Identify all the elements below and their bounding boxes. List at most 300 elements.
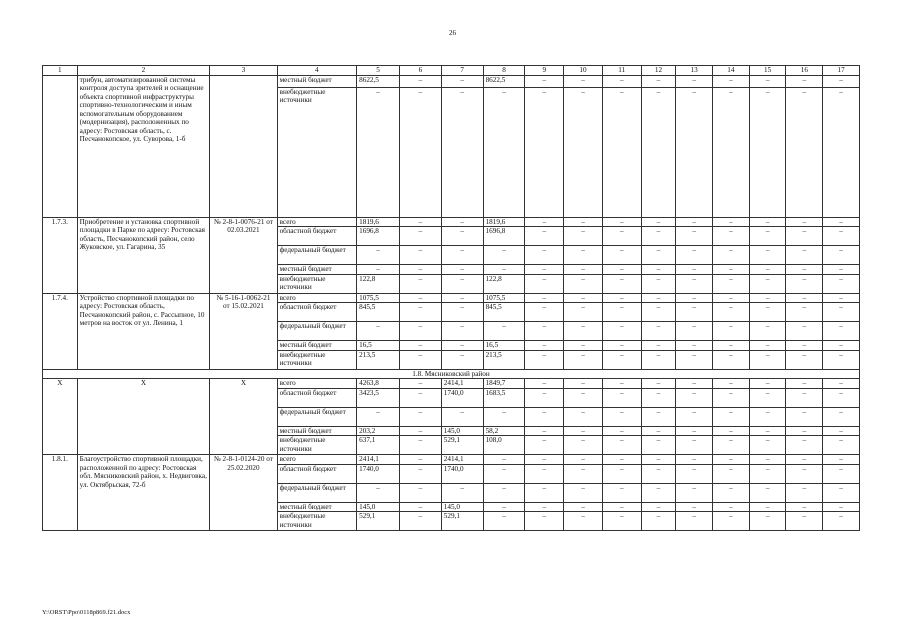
column-number-header: 17 <box>823 66 860 76</box>
dash-cell: – <box>525 322 564 341</box>
dash-cell: – <box>749 388 786 407</box>
amount-cell: 213,5 <box>357 350 400 369</box>
dash-cell: – <box>713 379 750 389</box>
column-number-header: 2 <box>77 66 210 76</box>
dash-cell: – <box>641 87 676 217</box>
table-body <box>43 66 860 531</box>
dash-cell: – <box>676 246 713 265</box>
funding-source-cell: внебюджетные источники <box>277 350 357 369</box>
amount-cell: 145,0 <box>441 426 483 436</box>
dash-cell: – <box>357 407 400 426</box>
dash-cell: – <box>786 274 823 293</box>
dash-cell: – <box>641 512 676 531</box>
column-number-header: 9 <box>525 66 564 76</box>
dash-cell: – <box>564 75 603 87</box>
dash-cell: – <box>676 407 713 426</box>
amount-cell: 1696,8 <box>483 227 525 246</box>
dash-cell: – <box>823 341 860 351</box>
dash-cell: – <box>676 350 713 369</box>
dash-cell: – <box>525 87 564 217</box>
dash-cell: – <box>441 341 483 351</box>
dash-cell: – <box>749 464 786 483</box>
amount-cell: 2414,1 <box>357 455 400 465</box>
dash-cell: – <box>399 407 441 426</box>
table-row <box>43 379 860 389</box>
dash-cell: – <box>564 293 603 303</box>
dash-cell: – <box>399 274 441 293</box>
dash-cell: – <box>483 512 525 531</box>
amount-cell: 2414,1 <box>441 379 483 389</box>
funding-source-cell: внебюджетные источники <box>277 274 357 293</box>
dash-cell: – <box>525 75 564 87</box>
dash-cell: – <box>602 502 641 512</box>
dash-cell: – <box>676 87 713 217</box>
dash-cell: – <box>676 455 713 465</box>
dash-cell: – <box>641 303 676 322</box>
dash-cell: – <box>786 217 823 227</box>
dash-cell: – <box>564 436 603 455</box>
dash-cell: – <box>749 379 786 389</box>
dash-cell: – <box>786 464 823 483</box>
dash-cell: – <box>564 274 603 293</box>
dash-cell: – <box>713 502 750 512</box>
dash-cell: – <box>713 350 750 369</box>
amount-cell: 8622,5 <box>357 75 400 87</box>
dash-cell: – <box>441 322 483 341</box>
column-number-header: 8 <box>483 66 525 76</box>
dash-cell: – <box>564 455 603 465</box>
dash-cell: – <box>786 265 823 275</box>
dash-cell: – <box>441 407 483 426</box>
section-title: 1.8. Мясниковский район <box>43 369 860 379</box>
dash-cell: – <box>602 464 641 483</box>
funding-source-cell: местный бюджет <box>277 502 357 512</box>
column-number-header: 1 <box>43 66 78 76</box>
funding-source-cell: местный бюджет <box>277 265 357 275</box>
item-number-cell: 1.7.3. <box>43 217 78 293</box>
funding-source-cell: областной бюджет <box>277 227 357 246</box>
dash-cell: – <box>564 87 603 217</box>
dash-cell: – <box>786 293 823 303</box>
dash-cell: – <box>676 75 713 87</box>
amount-cell: 845,5 <box>357 303 400 322</box>
dash-cell: – <box>713 388 750 407</box>
dash-cell: – <box>713 303 750 322</box>
dash-cell: – <box>641 407 676 426</box>
amount-cell: 1075,5 <box>483 293 525 303</box>
dash-cell: – <box>676 379 713 389</box>
column-number-header: 7 <box>441 66 483 76</box>
dash-cell: – <box>602 87 641 217</box>
column-number-header: 5 <box>357 66 400 76</box>
dash-cell: – <box>441 483 483 502</box>
dash-cell: – <box>749 274 786 293</box>
dash-cell: – <box>786 75 823 87</box>
dash-cell: – <box>713 426 750 436</box>
funding-source-cell: всего <box>277 455 357 465</box>
dash-cell: – <box>399 350 441 369</box>
column-number-header: 14 <box>713 66 750 76</box>
dash-cell: – <box>749 227 786 246</box>
dash-cell: – <box>749 246 786 265</box>
dash-cell: – <box>786 455 823 465</box>
dash-cell: – <box>641 502 676 512</box>
dash-cell: – <box>525 388 564 407</box>
amount-cell: 213,5 <box>483 350 525 369</box>
item-name-cell: Х <box>77 379 210 455</box>
dash-cell: – <box>676 293 713 303</box>
dash-cell: – <box>641 322 676 341</box>
dash-cell: – <box>441 265 483 275</box>
dash-cell: – <box>786 512 823 531</box>
dash-cell: – <box>525 265 564 275</box>
dash-cell: – <box>399 265 441 275</box>
file-path-footer: Y:\ORST\Ppo\0118p869.f21.docx <box>42 609 131 616</box>
dash-cell: – <box>357 87 400 217</box>
dash-cell: – <box>641 217 676 227</box>
dash-cell: – <box>441 293 483 303</box>
dash-cell: – <box>713 407 750 426</box>
dash-cell: – <box>602 293 641 303</box>
dash-cell: – <box>564 483 603 502</box>
dash-cell: – <box>483 265 525 275</box>
dash-cell: – <box>749 75 786 87</box>
dash-cell: – <box>823 502 860 512</box>
amount-cell: 16,5 <box>483 341 525 351</box>
amount-cell: 1819,6 <box>357 217 400 227</box>
funding-source-cell: федеральный бюджет <box>277 407 357 426</box>
column-number-header: 6 <box>399 66 441 76</box>
dash-cell: – <box>713 87 750 217</box>
dash-cell: – <box>399 502 441 512</box>
dash-cell: – <box>399 426 441 436</box>
dash-cell: – <box>441 246 483 265</box>
dash-cell: – <box>602 246 641 265</box>
dash-cell: – <box>641 455 676 465</box>
dash-cell: – <box>713 217 750 227</box>
dash-cell: – <box>399 436 441 455</box>
amount-cell: 122,8 <box>483 274 525 293</box>
dash-cell: – <box>713 455 750 465</box>
funding-source-cell: местный бюджет <box>277 426 357 436</box>
dash-cell: – <box>641 436 676 455</box>
dash-cell: – <box>399 341 441 351</box>
funding-source-cell: местный бюджет <box>277 75 357 87</box>
dash-cell: – <box>786 436 823 455</box>
dash-cell: – <box>525 426 564 436</box>
funding-source-cell: областной бюджет <box>277 303 357 322</box>
dash-cell: – <box>786 379 823 389</box>
dash-cell: – <box>749 426 786 436</box>
dash-cell: – <box>676 426 713 436</box>
dash-cell: – <box>749 502 786 512</box>
table-row <box>43 75 860 87</box>
dash-cell: – <box>823 274 860 293</box>
dash-cell: – <box>823 87 860 217</box>
dash-cell: – <box>564 303 603 322</box>
dash-cell: – <box>525 341 564 351</box>
dash-cell: – <box>749 350 786 369</box>
dash-cell: – <box>399 322 441 341</box>
dash-cell: – <box>525 455 564 465</box>
column-number-header: 15 <box>749 66 786 76</box>
table-row <box>43 455 860 465</box>
dash-cell: – <box>564 341 603 351</box>
dash-cell: – <box>525 483 564 502</box>
dash-cell: – <box>823 246 860 265</box>
dash-cell: – <box>602 426 641 436</box>
dash-cell: – <box>483 502 525 512</box>
dash-cell: – <box>483 246 525 265</box>
dash-cell: – <box>749 303 786 322</box>
dash-cell: – <box>441 75 483 87</box>
dash-cell: – <box>357 265 400 275</box>
amount-cell: 4263,8 <box>357 379 400 389</box>
dash-cell: – <box>564 265 603 275</box>
dash-cell: – <box>823 265 860 275</box>
dash-cell: – <box>641 227 676 246</box>
dash-cell: – <box>823 217 860 227</box>
dash-cell: – <box>483 483 525 502</box>
funding-source-cell: областной бюджет <box>277 388 357 407</box>
dash-cell: – <box>823 483 860 502</box>
dash-cell: – <box>525 464 564 483</box>
dash-cell: – <box>641 388 676 407</box>
dash-cell: – <box>823 426 860 436</box>
document-cell: № 5-16-1-0062-21 от 15.02.2021 <box>210 293 277 369</box>
item-name-cell: трибун, автоматизированной системы контроля доступа зрителей и оснащение объекта спортивной инфраструктуры спортивно-технологическим и иным вспомогательным оборудованием (модернизация), расположенных по адресу: Ростовская область, с. Песчанокопское, ул. Суворова, 1-б <box>77 75 210 217</box>
dash-cell: – <box>483 407 525 426</box>
dash-cell: – <box>399 217 441 227</box>
table-row <box>43 217 860 227</box>
dash-cell: – <box>786 407 823 426</box>
dash-cell: – <box>823 303 860 322</box>
amount-cell: 108,0 <box>483 436 525 455</box>
amount-cell: 637,1 <box>357 436 400 455</box>
dash-cell: – <box>749 436 786 455</box>
dash-cell: – <box>641 350 676 369</box>
dash-cell: – <box>786 483 823 502</box>
dash-cell: – <box>749 483 786 502</box>
dash-cell: – <box>823 388 860 407</box>
dash-cell: – <box>525 502 564 512</box>
dash-cell: – <box>749 217 786 227</box>
dash-cell: – <box>602 322 641 341</box>
dash-cell: – <box>676 483 713 502</box>
dash-cell: – <box>786 350 823 369</box>
dash-cell: – <box>713 341 750 351</box>
dash-cell: – <box>399 246 441 265</box>
amount-cell: 845,5 <box>483 303 525 322</box>
funding-source-cell: местный бюджет <box>277 341 357 351</box>
dash-cell: – <box>823 407 860 426</box>
dash-cell: – <box>713 274 750 293</box>
section-row <box>43 369 860 379</box>
dash-cell: – <box>602 341 641 351</box>
dash-cell: – <box>676 436 713 455</box>
dash-cell: – <box>602 303 641 322</box>
dash-cell: – <box>786 341 823 351</box>
dash-cell: – <box>713 322 750 341</box>
amount-cell: 529,1 <box>357 512 400 531</box>
dash-cell: – <box>602 388 641 407</box>
amount-cell: 1740,0 <box>357 464 400 483</box>
dash-cell: – <box>786 87 823 217</box>
column-number-header: 16 <box>786 66 823 76</box>
dash-cell: – <box>676 227 713 246</box>
dash-cell: – <box>823 322 860 341</box>
dash-cell: – <box>676 274 713 293</box>
dash-cell: – <box>441 303 483 322</box>
dash-cell: – <box>602 350 641 369</box>
dash-cell: – <box>525 512 564 531</box>
dash-cell: – <box>713 246 750 265</box>
amount-cell: 58,2 <box>483 426 525 436</box>
table-row <box>43 293 860 303</box>
dash-cell: – <box>823 436 860 455</box>
column-number-header: 10 <box>564 66 603 76</box>
dash-cell: – <box>441 350 483 369</box>
dash-cell: – <box>564 388 603 407</box>
amount-cell: 3423,5 <box>357 388 400 407</box>
dash-cell: – <box>749 322 786 341</box>
dash-cell: – <box>676 502 713 512</box>
dash-cell: – <box>399 227 441 246</box>
dash-cell: – <box>786 246 823 265</box>
dash-cell: – <box>823 464 860 483</box>
dash-cell: – <box>564 502 603 512</box>
dash-cell: – <box>602 455 641 465</box>
dash-cell: – <box>564 227 603 246</box>
amount-cell: 16,5 <box>357 341 400 351</box>
budget-table <box>42 65 860 531</box>
amount-cell: 1740,0 <box>441 464 483 483</box>
funding-source-cell: внебюджетные источники <box>277 436 357 455</box>
dash-cell: – <box>564 407 603 426</box>
dash-cell: – <box>641 274 676 293</box>
dash-cell: – <box>823 75 860 87</box>
document-cell: № 2-8-1-0124-20 от 25.02.2020 <box>210 455 277 531</box>
dash-cell: – <box>399 379 441 389</box>
dash-cell: – <box>602 227 641 246</box>
dash-cell: – <box>713 464 750 483</box>
dash-cell: – <box>602 379 641 389</box>
amount-cell: 145,0 <box>441 502 483 512</box>
dash-cell: – <box>564 512 603 531</box>
dash-cell: – <box>564 322 603 341</box>
dash-cell: – <box>602 274 641 293</box>
amount-cell: 1819,6 <box>483 217 525 227</box>
dash-cell: – <box>399 512 441 531</box>
document-cell: № 2-8-1-0076-21 от 02.03.2021 <box>210 217 277 293</box>
item-name-cell: Устройство спортивной площадки по адресу: Ростовская область, Песчанокопский район, с. Рассыпное, 10 метров на восток от ул. Ленина, 1 <box>77 293 210 369</box>
header-row <box>43 66 860 76</box>
dash-cell: – <box>749 265 786 275</box>
dash-cell: – <box>525 227 564 246</box>
dash-cell: – <box>676 322 713 341</box>
dash-cell: – <box>713 436 750 455</box>
amount-cell: 1849,7 <box>483 379 525 389</box>
item-number-cell: 1.7.4. <box>43 293 78 369</box>
dash-cell: – <box>357 483 400 502</box>
dash-cell: – <box>564 379 603 389</box>
dash-cell: – <box>525 407 564 426</box>
dash-cell: – <box>602 483 641 502</box>
dash-cell: – <box>676 464 713 483</box>
column-number-header: 3 <box>210 66 277 76</box>
funding-source-cell: федеральный бюджет <box>277 483 357 502</box>
dash-cell: – <box>602 265 641 275</box>
dash-cell: – <box>602 217 641 227</box>
dash-cell: – <box>641 75 676 87</box>
dash-cell: – <box>786 303 823 322</box>
dash-cell: – <box>564 464 603 483</box>
funding-source-cell: внебюджетные источники <box>277 512 357 531</box>
dash-cell: – <box>602 436 641 455</box>
dash-cell: – <box>483 455 525 465</box>
dash-cell: – <box>641 265 676 275</box>
amount-cell: 1696,8 <box>357 227 400 246</box>
amount-cell: 8622,5 <box>483 75 525 87</box>
column-number-header: 4 <box>277 66 357 76</box>
dash-cell: – <box>525 379 564 389</box>
dash-cell: – <box>713 227 750 246</box>
dash-cell: – <box>483 464 525 483</box>
amount-cell: 2414,1 <box>441 455 483 465</box>
dash-cell: – <box>641 293 676 303</box>
dash-cell: – <box>786 502 823 512</box>
amount-cell: 529,1 <box>441 436 483 455</box>
dash-cell: – <box>786 426 823 436</box>
dash-cell: – <box>357 246 400 265</box>
dash-cell: – <box>441 227 483 246</box>
dash-cell: – <box>525 217 564 227</box>
amount-cell: 203,2 <box>357 426 400 436</box>
dash-cell: – <box>749 87 786 217</box>
dash-cell: – <box>564 246 603 265</box>
dash-cell: – <box>641 426 676 436</box>
dash-cell: – <box>823 350 860 369</box>
dash-cell: – <box>713 293 750 303</box>
amount-cell: 1075,5 <box>357 293 400 303</box>
dash-cell: – <box>525 436 564 455</box>
dash-cell: – <box>525 246 564 265</box>
dash-cell: – <box>525 293 564 303</box>
funding-source-cell: всего <box>277 379 357 389</box>
dash-cell: – <box>823 455 860 465</box>
dash-cell: – <box>525 303 564 322</box>
funding-source-cell: федеральный бюджет <box>277 246 357 265</box>
dash-cell: – <box>564 350 603 369</box>
dash-cell: – <box>749 293 786 303</box>
funding-source-cell: всего <box>277 217 357 227</box>
dash-cell: – <box>525 274 564 293</box>
item-name-cell: Благоустройство спортивной площадки, расположенной по адресу: Ростовская обл. Мясниковский район, х. Недвиговка, ул. Октябрьская, 72-б <box>77 455 210 531</box>
dash-cell: – <box>641 246 676 265</box>
dash-cell: – <box>564 426 603 436</box>
dash-cell: – <box>441 217 483 227</box>
item-number-cell <box>43 75 78 217</box>
dash-cell: – <box>399 388 441 407</box>
dash-cell: – <box>399 75 441 87</box>
dash-cell: – <box>676 265 713 275</box>
amount-cell: 529,1 <box>441 512 483 531</box>
dash-cell: – <box>676 303 713 322</box>
document-cell <box>210 75 277 217</box>
dash-cell: – <box>786 388 823 407</box>
dash-cell: – <box>823 379 860 389</box>
funding-source-cell: внебюджетные источники <box>277 87 357 217</box>
